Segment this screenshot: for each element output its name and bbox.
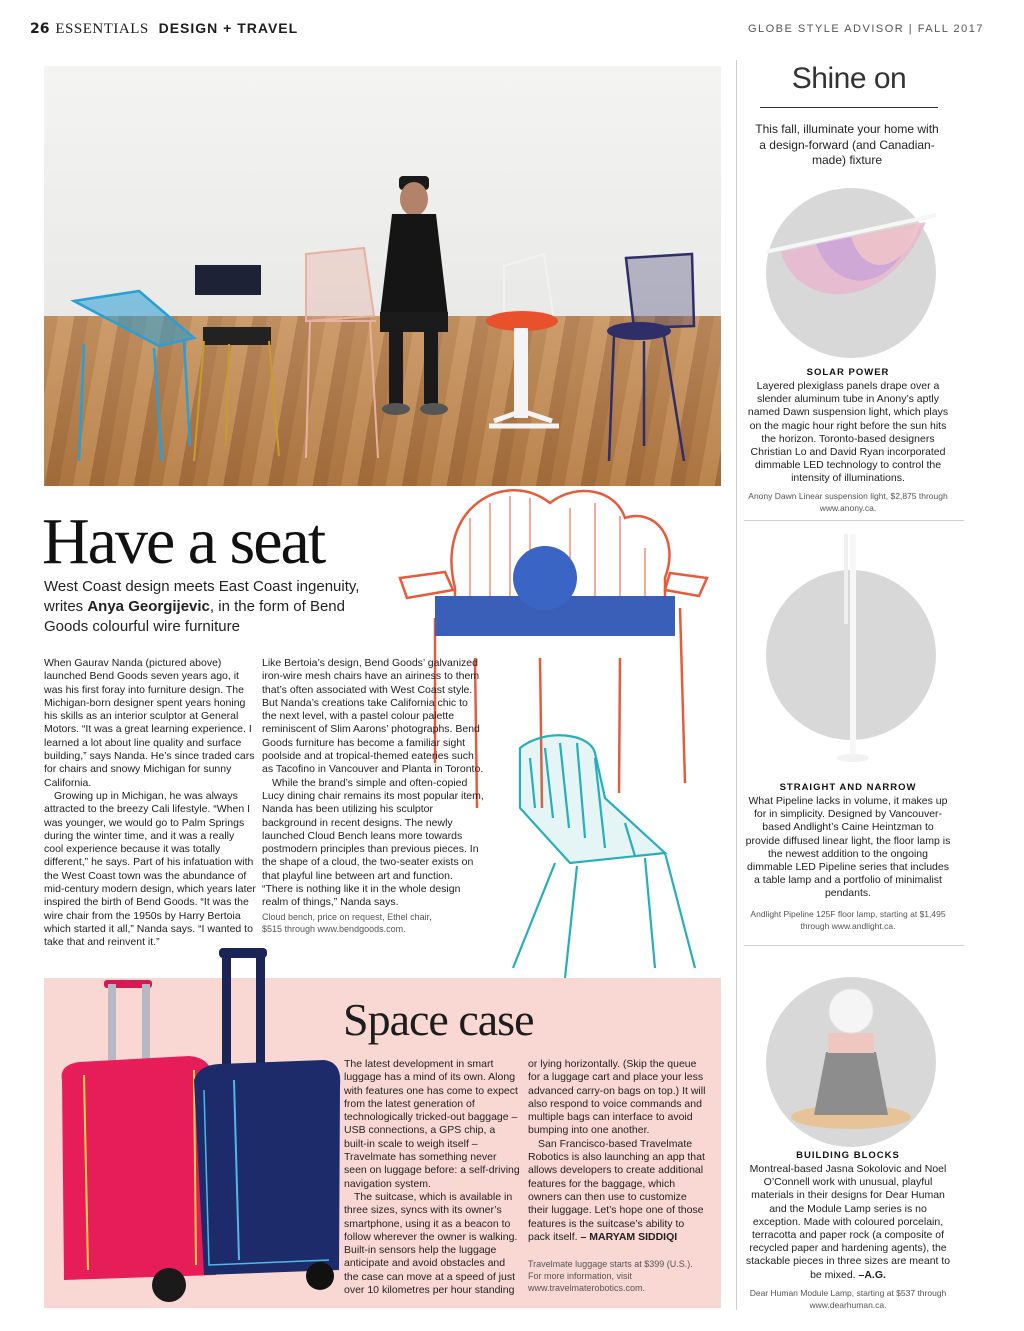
pipeline-lamp-illustration (830, 528, 880, 778)
gold-black-chair (194, 266, 279, 461)
sidebar-item-heading: STRAIGHT AND NARROW (779, 782, 917, 793)
section-name: ESSENTIALS (55, 21, 149, 37)
designer-figure (380, 176, 448, 415)
space-case-byline: – MARYAM SIDDIQI (577, 1230, 678, 1243)
luggage-illustration (44, 940, 344, 1310)
white-stool-red-cushion (486, 254, 559, 426)
round-cushion (513, 546, 577, 610)
paragraph: The suitcase, which is available in three sizes, syncs with its owner’s smartphone, using it as a beacon to follow wherever the owner is walking. Built-in sensors help the luggage anticipate and avoid obstacles and the case can move at a speed of just over 10 kilometres per hour standing (344, 1190, 518, 1297)
page-header-left (30, 20, 298, 38)
space-case-column-1 (344, 1058, 520, 1297)
bench-caption: Cloud bench, price on request, Ethel chair, $515 through www.bendgoods.com. (262, 912, 432, 934)
sidebar-item-heading: SOLAR POWER (806, 367, 890, 378)
page-number: 26 (30, 21, 50, 37)
sidebar-item-text: Layered plexiglass panels drape over a slender aluminum tube in Anony’s aptly named Dawn suspension light, which plays on the magic hour right before the sun hits the horizon. Toronto-based designers Christian Lo and David Ryan incorporated dimmable LED technology to control the intensity of illuminations. (747, 380, 949, 485)
navy-suitcase (194, 948, 340, 1290)
blue-wire-chair (74, 291, 194, 461)
sidebar-item-caption: Anony Dawn Linear suspension light, $2,875 through www.anony.ca. (748, 491, 948, 513)
feature-deck: West Coast design meets East Coast ingenuity, writes Anya Georgijevic, in the form of Bend Goods colourful wire furniture (44, 578, 360, 635)
space-case-headline: Space case (343, 994, 534, 1045)
teal-wire-chair (513, 735, 695, 978)
module-lamp-illustration (766, 977, 936, 1147)
feature-column-2 (262, 657, 484, 910)
dawn-light-illustration (766, 188, 936, 358)
paragraph: Like Bertoia’s design, Bend Goods’ galvanized iron-wire mesh chairs have an airiness to them that’s often associated with West Coast style. But Nanda’s creations take California chic to the next level, with a pastel colour palette reminiscent of Slim Aarons’ photographs. Bend Goods furniture has become a familiar sight poolside and at tropical-themed eateries such as Tacofino in Vancouver and Planta in Toronto. (262, 657, 484, 776)
navy-wire-chair (607, 254, 694, 461)
red-suitcase (62, 980, 216, 1302)
paragraph: While the brand’s simple and often-copied Lucy dining chair remains its most popular item, Nanda has been utilizing his sculptor background in recent designs. The newly launched Cloud Bench leans more towards postmodern principles than previous pieces. In the shape of a cloud, the two-seater exists on that playful line between art and function. “There is nothing like it in the whole design realm of things,” Nanda says. (262, 776, 484, 909)
sidebar-intro: This fall, illuminate your home with a design-forward (and Canadian-made) fixture (755, 122, 939, 167)
sidebar-title: Shine on (791, 62, 907, 95)
paragraph: Growing up in Michigan, he was always attracted to the breezy Cali lifestyle. “When I was younger, we would go to Palm Springs during the winter time, and it was a really cool experience because it was totally different,” he says. Part of his infatuation with the West Coast town was the abundance of mid-century modern design, which years later inspired the birth of Bend Goods. “It was the wire chair from the 1950s by Harry Bertoia which started it all,” Nanda says. “I wanted to take that and reinvent it.” (44, 789, 256, 949)
feature-headline: Have a seat (42, 505, 325, 578)
feature-column-1 (44, 657, 256, 950)
sidebar-item-text: What Pipeline lacks in volume, it makes up for in simplicity. Designed by Vancouver-based Andlight’s Caine Heintzman to provide diffused linear light, the floor lamp is the newest addition to the ongoing dimmable LED Pipeline series that includes a table lamp and a portfolio of minimalist pendants. (745, 795, 951, 900)
publication-info: GLOBE STYLE ADVISOR | FALL 2017 (747, 23, 984, 35)
dawn-light-photo (766, 188, 936, 358)
sidebar-item-caption: Dear Human Module Lamp, starting at $537 through www.dearhuman.ca. (749, 1288, 947, 1310)
sidebar-item-heading: BUILDING BLOCKS (796, 1150, 900, 1161)
pink-wire-chair (306, 248, 378, 458)
sidebar-divider (744, 520, 964, 521)
designer-photo (44, 66, 721, 486)
sidebar-byline: –A.G. (855, 1268, 886, 1281)
sidebar-divider (744, 945, 964, 946)
author-name: Anya Georgijevic (87, 598, 210, 615)
sidebar-item-text: Montreal-based Jasna Sokolovic and Noel O’Connell work with unusual, playful materials in their designs for Dear Human and the Module Lamp series is no exception. Made with coloured porcelain, terracotta and paper rock (a composite of recycled paper and hardening agents), the stackable pieces in three sizes are meant to be mixed. –A.G. (745, 1163, 951, 1281)
paragraph: or lying horizontally. (Skip the queue for a luggage cart and place your less advanced carry-on bags on top.) It will also respond to voice commands and multiple bags can interface to avoid bumping into one another. (528, 1058, 706, 1137)
paragraph: When Gaurav Nanda (pictured above) launched Bend Goods seven years ago, it was his first foray into furniture design. The Michigan-born designer spent years honing his skills as an interior sculptor at General Motors. “It was a great learning experience. I learned a lot about line quality and surface building,” says Nanda. He’s since traded cars for chairs and snowy Michigan for sunny California. (44, 657, 255, 789)
subsection-name: DESIGN + TRAVEL (158, 20, 299, 36)
sidebar-item-caption: Andlight Pipeline 125F floor lamp, starting at $1,495 through www.andlight.ca. (750, 909, 946, 931)
paragraph: San Francisco-based Travelmate Robotics is also launching an app that allows developers to create additional features for the baggage, which owners can then use to customize their luggage. Let’s hope one of those features is the suitcase’s ability to pack itself. – MARYAM SIDDIQI (528, 1137, 705, 1243)
sidebar-title-rule (760, 107, 938, 108)
column-divider (736, 60, 737, 1310)
module-lamp-photo (766, 977, 936, 1147)
paragraph: The latest development in smart luggage has a mind of its own. Along with features one has come to expect from the latest generation of technologically tricked-out baggage – USB connections, a GPS chip, a built-in scale to weigh itself – Travelmate has something never seen on luggage before: a self-driving navigation system. (344, 1058, 520, 1190)
chairs-illustration (44, 66, 721, 486)
space-case-column-2 (528, 1058, 708, 1244)
luggage-caption: Travelmate luggage starts at $399 (U.S.). For more information, visit www.travelmaterobotics.com. (528, 1259, 693, 1293)
